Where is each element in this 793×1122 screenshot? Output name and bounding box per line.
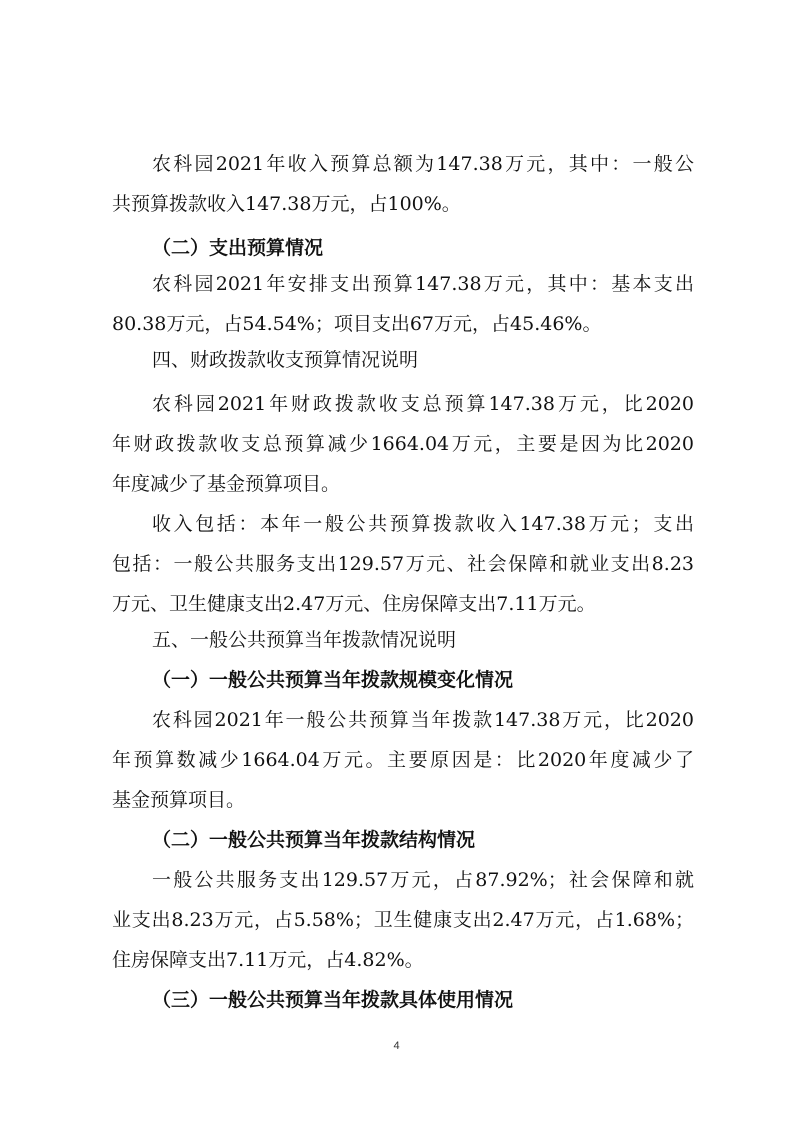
paragraph-line: 收入包括：本年一般公共预算拨款收入147.38万元；支出 (152, 513, 694, 535)
section-heading: 五、一般公共预算当年拨款情况说明 (152, 629, 457, 651)
paragraph-line: 80.38万元，占54.54%；项目支出67万元，占45.46%。 (112, 313, 602, 335)
paragraph-line: 农科园2021年一般公共预算当年拨款147.38万元，比2020 (152, 709, 694, 731)
page-number: 4 (393, 1040, 400, 1052)
paragraph-line: 住房保障支出7.11万元，占4.82%。 (112, 949, 424, 971)
paragraph-line: 农科园2021年安排支出预算147.38万元，其中：基本支出 (152, 273, 694, 295)
paragraph-line: 年预算数减少1664.04万元。主要原因是：比2020年度减少了 (112, 749, 694, 771)
paragraph-line: 包括：一般公共服务支出129.57万元、社会保障和就业支出8.23 (112, 553, 694, 575)
paragraph-line: 共预算拨款收入147.38万元，占100%。 (112, 193, 461, 215)
paragraph-line: 一般公共服务支出129.57万元，占87.92%；社会保障和就 (152, 869, 694, 891)
paragraph-line: 基金预算项目。 (112, 789, 246, 811)
section-heading: 四、财政拨款收支预算情况说明 (152, 349, 419, 371)
paragraph-line: 农科园2021年财政拨款收支总预算147.38万元，比2020 (152, 393, 694, 415)
paragraph-line: 年度减少了基金预算项目。 (112, 473, 341, 495)
section-heading: （三）一般公共预算当年拨款具体使用情况 (152, 989, 514, 1011)
section-heading: （二）一般公共预算当年拨款结构情况 (152, 829, 476, 851)
paragraph-line: 农科园2021年收入预算总额为147.38万元，其中：一般公 (152, 153, 694, 175)
section-heading: （二）支出预算情况 (152, 237, 324, 259)
paragraph-line: 年财政拨款收支总预算减少1664.04万元，主要是因为比2020 (112, 433, 694, 455)
paragraph-line: 万元、卫生健康支出2.47万元、住房保障支出7.11万元。 (112, 593, 596, 615)
section-heading: （一）一般公共预算当年拨款规模变化情况 (152, 669, 514, 691)
paragraph-line: 业支出8.23万元，占5.58%；卫生健康支出2.47万元，占1.68%； (112, 909, 694, 931)
